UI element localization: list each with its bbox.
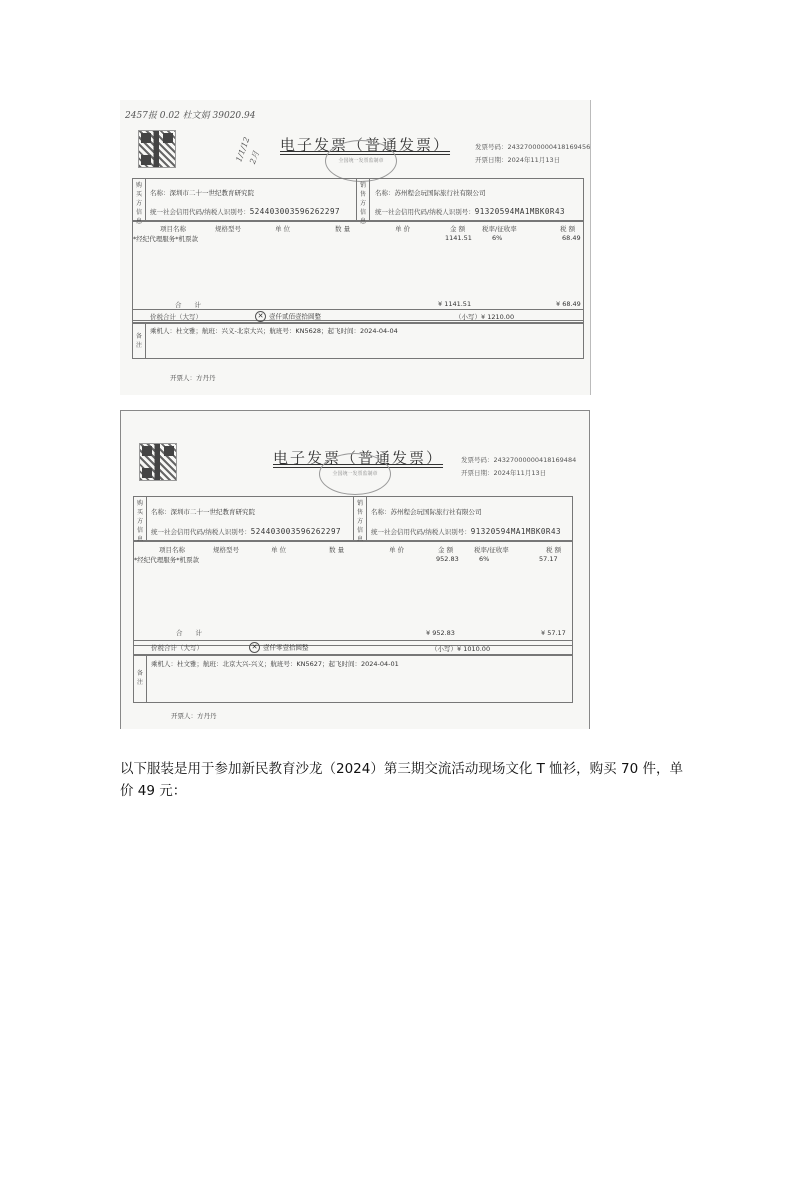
col-header-tax: 税 额 — [546, 546, 562, 554]
grand-total-label: 价税合计（大写） — [150, 313, 202, 321]
col-header-rate: 税率/征收率 — [474, 546, 509, 554]
item-tax-rate: 6% — [479, 555, 490, 563]
col-header-unit: 单 位 — [271, 546, 287, 554]
item-tax: 68.49 — [562, 234, 581, 242]
total-label: 合 计 — [175, 301, 201, 309]
item-amount: 952.83 — [436, 555, 459, 563]
qr-code-icon — [139, 443, 177, 481]
remarks-label: 备注 — [136, 670, 143, 686]
seller-label: 销售方信息 — [359, 182, 366, 225]
col-header-qty: 数 量 — [335, 225, 351, 233]
invoice-scan-2 — [120, 410, 590, 729]
handwritten-note: 2457报 0.02 杜文娟 39020.94 — [125, 111, 256, 121]
total-amount: ¥ 1141.51 — [438, 300, 472, 308]
invoice-title: 电子发票（普通发票） — [273, 449, 444, 467]
invoice-title: 电子发票（普通发票） — [280, 136, 451, 154]
buyer-name: 名称：深圳市二十一世纪教育研究院 — [150, 189, 254, 197]
col-header-name: 项目名称 — [159, 546, 185, 554]
invoice-number: 发票号码：24327000000418169484 — [461, 456, 577, 464]
col-header-qty: 数 量 — [329, 546, 345, 554]
seller-name: 名称：苏州程会玩国际旅行社有限公司 — [375, 189, 486, 197]
issuer: 开票人：方丹丹 — [170, 374, 216, 382]
buyer-tax-id: 统一社会信用代码/纳税人识别号：524403003596262297 — [151, 527, 341, 536]
invoice-scan-1 — [120, 100, 591, 395]
total-tax: ¥ 57.17 — [541, 629, 566, 637]
remarks-text: 乘机人：杜文雅；航班：兴义-北京大兴；航班号：KN5628；起飞时间：2024-04-04 — [150, 327, 398, 335]
grand-total-words: ✕ 壹仟零壹拾圆整 — [249, 642, 309, 653]
item-tax: 57.17 — [539, 555, 558, 563]
remarks-text: 乘机人：杜文雅；航班：北京大兴-兴义；航班号：KN5627；起飞时间：2024-04-01 — [151, 660, 399, 668]
buyer-tax-id: 统一社会信用代码/纳税人识别号：524403003596262297 — [150, 207, 340, 216]
col-header-spec: 规格型号 — [215, 225, 241, 233]
remarks-label: 备注 — [135, 333, 142, 349]
item-name: *经纪代理服务*机票款 — [134, 556, 199, 564]
grand-total-small: （小写）¥ 1010.00 — [431, 645, 491, 653]
item-tax-rate: 6% — [492, 234, 503, 242]
cross-circle-icon: ✕ — [255, 311, 266, 322]
qr-code-icon — [138, 130, 176, 168]
official-seal: 全国统一发票监制章 — [325, 140, 397, 182]
col-header-unit: 单 位 — [275, 225, 291, 233]
total-tax: ¥ 68.49 — [556, 300, 581, 308]
item-amount: 1141.51 — [445, 234, 472, 242]
buyer-label: 购买方信息 — [135, 182, 142, 225]
handwritten-mark: 2月 — [248, 149, 262, 166]
invoice-number: 发票号码：24327000000418169456 — [475, 143, 591, 151]
seller-label: 销售方信息 — [356, 500, 363, 543]
grand-total-small: （小写）¥ 1210.00 — [455, 313, 515, 321]
seller-tax-id: 统一社会信用代码/纳税人识别号：91320594MA1MBK0R43 — [375, 207, 565, 216]
seller-name: 名称：苏州程会玩国际旅行社有限公司 — [371, 508, 482, 516]
buyer-name: 名称：深圳市二十一世纪教育研究院 — [151, 508, 255, 516]
col-header-rate: 税率/征收率 — [482, 225, 517, 233]
invoice-date: 开票日期：2024年11月13日 — [461, 469, 547, 477]
grand-total-words: ✕ 壹仟贰佰壹拾圆整 — [255, 311, 321, 322]
col-header-spec: 规格型号 — [213, 546, 239, 554]
grand-total-label: 价税合计（大写） — [151, 644, 203, 652]
col-header-price: 单 价 — [389, 546, 405, 554]
col-header-tax: 税 额 — [560, 225, 576, 233]
col-header-price: 单 价 — [395, 225, 411, 233]
buyer-label: 购买方信息 — [136, 500, 143, 543]
col-header-amount: 金 额 — [438, 546, 454, 554]
seller-tax-id: 统一社会信用代码/纳税人识别号：91320594MA1MBK0R43 — [371, 527, 561, 536]
col-header-name: 项目名称 — [160, 225, 186, 233]
issuer: 开票人：方丹丹 — [171, 712, 217, 720]
cross-circle-icon: ✕ — [249, 642, 260, 653]
item-name: *经纪代理服务*机票款 — [133, 235, 198, 243]
total-label: 合 计 — [176, 629, 202, 637]
handwritten-mark: 1/1/12 — [234, 135, 252, 164]
total-amount: ¥ 952.83 — [426, 629, 455, 637]
invoice-date: 开票日期：2024年11月13日 — [475, 156, 561, 164]
official-seal: 全国统一发票监制章 — [319, 453, 391, 495]
body-paragraph: 以下服装是用于参加新民教育沙龙（2024）第三期交流活动现场文化 T 恤衫，购买 70 件，单价 49 元： — [120, 761, 683, 799]
col-header-amount: 金 额 — [450, 225, 466, 233]
